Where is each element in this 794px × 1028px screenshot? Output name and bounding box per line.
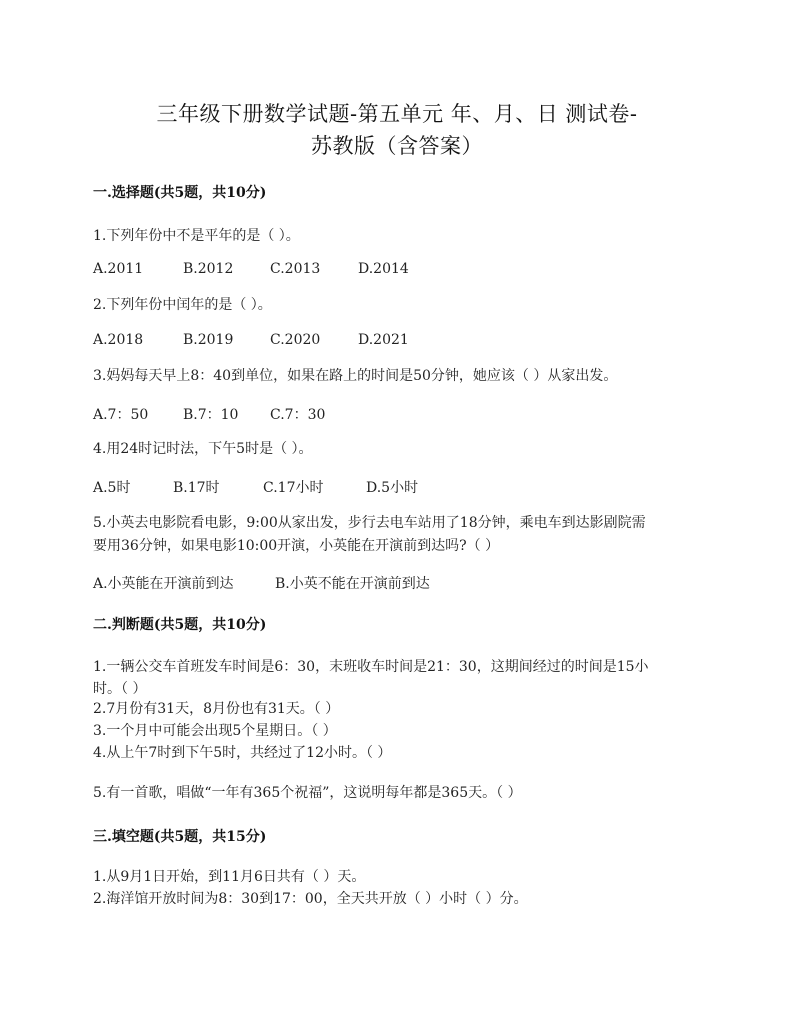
judgement-question-1-line-1: 1.一辆公交车首班发车时间是6：30，末班收车时间是21：30，这期间经过的时间是15小	[93, 659, 649, 675]
option-a: A.2018	[93, 332, 144, 348]
option-a: A.2011	[93, 261, 144, 277]
option-b: B.7：10	[183, 407, 239, 423]
option-d: D.2014	[358, 261, 409, 277]
judgement-question-4: 4.从上午7时到下午5时，共经过了12小时。（ ）	[93, 745, 392, 761]
judgement-question-5: 5.有一首歌，唱做“一年有365个祝福”，这说明每年都是365天。（ ）	[93, 785, 522, 801]
option-b: B.17时	[173, 480, 220, 496]
page-title-line-1: 三年级下册数学试题-第五单元 年、月、日 测试卷-	[156, 102, 638, 126]
option-c: C.17小时	[263, 480, 324, 496]
option-c: C.2020	[270, 332, 321, 348]
judgement-question-2: 2.7月份有31天，8月份也有31天。（ ）	[93, 701, 340, 717]
fill-question-1: 1.从9月1日开始，到11月6日共有（ ）天。	[93, 869, 366, 885]
option-a: A.小英能在开演前到达	[93, 576, 234, 592]
option-b: B.2012	[183, 261, 234, 277]
option-d: D.2021	[358, 332, 409, 348]
option-c: C.7：30	[270, 407, 326, 423]
option-b: B.2019	[183, 332, 234, 348]
option-a: A.5时	[93, 480, 131, 496]
judgement-question-1-line-2: 时。（ ）	[93, 681, 147, 697]
option-c: C.2013	[270, 261, 321, 277]
choice-question-4: 4.用24时记时法，下午5时是（ ）。	[93, 441, 313, 457]
choice-question-5-line-1: 5.小英去电影院看电影，9:00从家出发，步行去电车站用了18分钟，乘电车到达影剧院需	[93, 515, 646, 531]
section-heading-judgement: 二.判断题(共5题，共10分)	[93, 617, 267, 633]
option-a: A.7：50	[93, 407, 149, 423]
choice-question-3: 3.妈妈每天早上8：40到单位，如果在路上的时间是50分钟，她应该（ ）从家出发。	[93, 368, 618, 384]
choice-question-1: 1.下列年份中不是平年的是（ ）。	[93, 228, 300, 244]
section-heading-fill-blank: 三.填空题(共5题，共15分)	[93, 829, 267, 845]
section-heading-choice: 一.选择题(共5题，共10分)	[93, 185, 267, 201]
fill-question-2: 2.海洋馆开放时间为8：30到17：00，全天共开放（ ）小时（ ）分。	[93, 891, 528, 907]
option-d: D.5小时	[366, 480, 419, 496]
choice-question-5-line-2: 要用36分钟，如果电影10:00开演，小英能在开演前到达吗?（ ）	[93, 538, 500, 554]
option-b: B.小英不能在开演前到达	[275, 576, 430, 592]
page-title-line-2: 苏教版（含答案）	[311, 134, 483, 158]
judgement-question-3: 3.一个月中可能会出现5个星期日。（ ）	[93, 723, 337, 739]
choice-question-2: 2.下列年份中闰年的是（ ）。	[93, 297, 272, 313]
